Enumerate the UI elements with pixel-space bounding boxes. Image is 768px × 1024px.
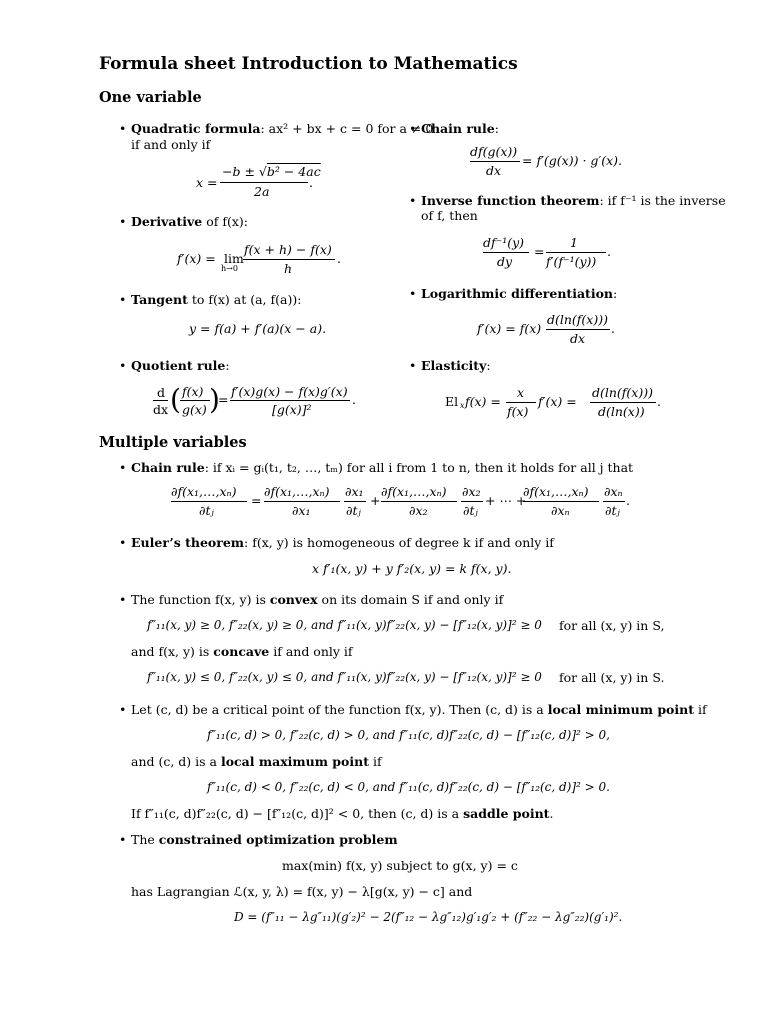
quotient-rule-label: Quotient rule bbox=[131, 358, 226, 373]
multi-chain-rule-label: Chain rule bbox=[131, 460, 205, 475]
inverse-function-text-2: of f, then bbox=[421, 208, 478, 223]
log-differentiation-item bbox=[421, 286, 617, 301]
derivative-text: of f(x): bbox=[202, 214, 248, 229]
quadratic-formula-text-2: if and only if bbox=[131, 137, 211, 152]
local-minimum-equation: f″₁₁(c, d) > 0, f″₂₂(c, d) > 0, and f″₁₁(c, d)f″₂₂(c, d) − [f″₁₂(c, d)]² > 0, bbox=[207, 728, 610, 742]
concave-condition-equation: f″₁₁(x, y) ≤ 0, f″₂₂(x, y) ≤ 0, and f″₁₁(x, y)f″₂₂(x, y) − [f″₁₂(x, y)]² ≥ 0 bbox=[147, 670, 542, 684]
derivative-label: Derivative bbox=[131, 214, 203, 229]
multi-chain-rule-equation: ∂f(x₁,…,xₙ) ∂tⱼ = ∂f(x₁,…,xₙ) ∂x₁ ∂x₁ ∂tⱼ + ∂f(x₁,…,xₙ) ∂x₂ ∂x₂ ∂tⱼ + ⋯ + ∂f(x₁,…,xₙ) ∂xₙ ∂xₙ ∂tⱼ . bbox=[171, 484, 630, 518]
concave-text: and f(x, y) is concave if and only if bbox=[131, 644, 353, 659]
convexity-item: • The function f(x, y) is convex on its domain S if and only if bbox=[131, 592, 503, 607]
tangent-equation: y = f(a) + f′(a)(x − a). bbox=[189, 321, 327, 336]
euler-theorem-text: : f(x, y) is homogeneous of degree k if and only if bbox=[244, 535, 554, 550]
chain-rule-label: Chain rule bbox=[421, 121, 495, 136]
convex-condition-tail: for all (x, y) in S, bbox=[559, 618, 665, 633]
multi-chain-rule-item bbox=[131, 460, 633, 475]
multi-chain-rule-text: : if xᵢ = gᵢ(t₁, t₂, …, tₘ) for all i from 1 to n, then it holds for all j that bbox=[204, 460, 634, 475]
concave-condition-tail: for all (x, y) in S. bbox=[559, 670, 665, 685]
bordered-hessian-d-equation: D = (f″₁₁ − λg″₁₁)(g′₂)² − 2(f″₁₂ − λg″₁₂)g′₁g′₂ + (f″₂₂ − λg″₂₂)(g′₁)². bbox=[234, 910, 623, 924]
constrained-optimization-label: constrained optimization problem bbox=[158, 832, 398, 847]
quadratic-formula-text: : ax² + bx + c = 0 for a ≠ 0 bbox=[260, 121, 434, 136]
convex-label: convex bbox=[269, 592, 318, 607]
chain-rule-text: : bbox=[494, 121, 499, 136]
local-minimum-label: local minimum point bbox=[547, 702, 695, 717]
tangent-label: Tangent bbox=[131, 292, 188, 307]
local-maximum-label: local maximum point bbox=[220, 754, 369, 769]
elasticity-text: : bbox=[486, 358, 491, 373]
quotient-rule-text: : bbox=[225, 358, 230, 373]
concave-label: concave bbox=[213, 644, 270, 659]
tangent-text: to f(x) at (a, f(a)): bbox=[187, 292, 302, 307]
page-title: Formula sheet Introduction to Mathematics bbox=[99, 54, 518, 74]
inverse-function-item bbox=[421, 193, 726, 208]
log-differentiation-label: Logarithmic differentiation bbox=[421, 286, 613, 301]
quadratic-formula-item bbox=[131, 121, 433, 136]
local-maximum-text: and (c, d) is a local maximum point if bbox=[131, 754, 382, 769]
euler-theorem-item bbox=[131, 535, 554, 550]
saddle-point-text: If f″₁₁(c, d)f″₂₂(c, d) − [f″₁₂(c, d)]² < 0, then (c, d) is a saddle point. bbox=[131, 806, 554, 821]
section-heading-multiple-variables: Multiple variables bbox=[99, 434, 247, 451]
log-differentiation-text: : bbox=[613, 286, 618, 301]
elasticity-item bbox=[421, 358, 491, 373]
derivative-item bbox=[131, 214, 248, 229]
section-heading-one-variable: One variable bbox=[99, 89, 202, 106]
quadratic-formula-label: Quadratic formula bbox=[131, 121, 261, 136]
chain-rule-item bbox=[421, 121, 499, 136]
inverse-function-label: Inverse function theorem bbox=[421, 193, 600, 208]
constrained-optimization-item: • The constrained optimization problem bbox=[131, 832, 398, 847]
lagrangian-text: has Lagrangian ℒ(x, y, λ) = f(x, y) − λ[g(x, y) − c] and bbox=[131, 884, 473, 899]
saddle-point-label: saddle point bbox=[463, 806, 550, 821]
euler-theorem-equation: x f′₁(x, y) + y f′₂(x, y) = k f(x, y). bbox=[312, 561, 512, 576]
local-maximum-equation: f″₁₁(c, d) < 0, f″₂₂(c, d) < 0, and f″₁₁(c, d)f″₂₂(c, d) − [f″₁₂(c, d)]² > 0. bbox=[207, 780, 610, 794]
critical-point-item: • Let (c, d) be a critical point of the function f(x, y). Then (c, d) is a local minimum point if bbox=[131, 702, 707, 717]
elasticity-label: Elasticity bbox=[421, 358, 487, 373]
constrained-optimization-equation: max(min) f(x, y) subject to g(x, y) = c bbox=[282, 858, 518, 873]
inverse-function-text: : if f⁻¹ is the inverse bbox=[599, 193, 726, 208]
euler-theorem-label: Euler’s theorem bbox=[131, 535, 245, 550]
quotient-rule-item bbox=[131, 358, 230, 373]
tangent-item bbox=[131, 292, 301, 307]
convex-condition-equation: f″₁₁(x, y) ≥ 0, f″₂₂(x, y) ≥ 0, and f″₁₁(x, y)f″₂₂(x, y) − [f″₁₂(x, y)]² ≥ 0 bbox=[147, 618, 542, 632]
